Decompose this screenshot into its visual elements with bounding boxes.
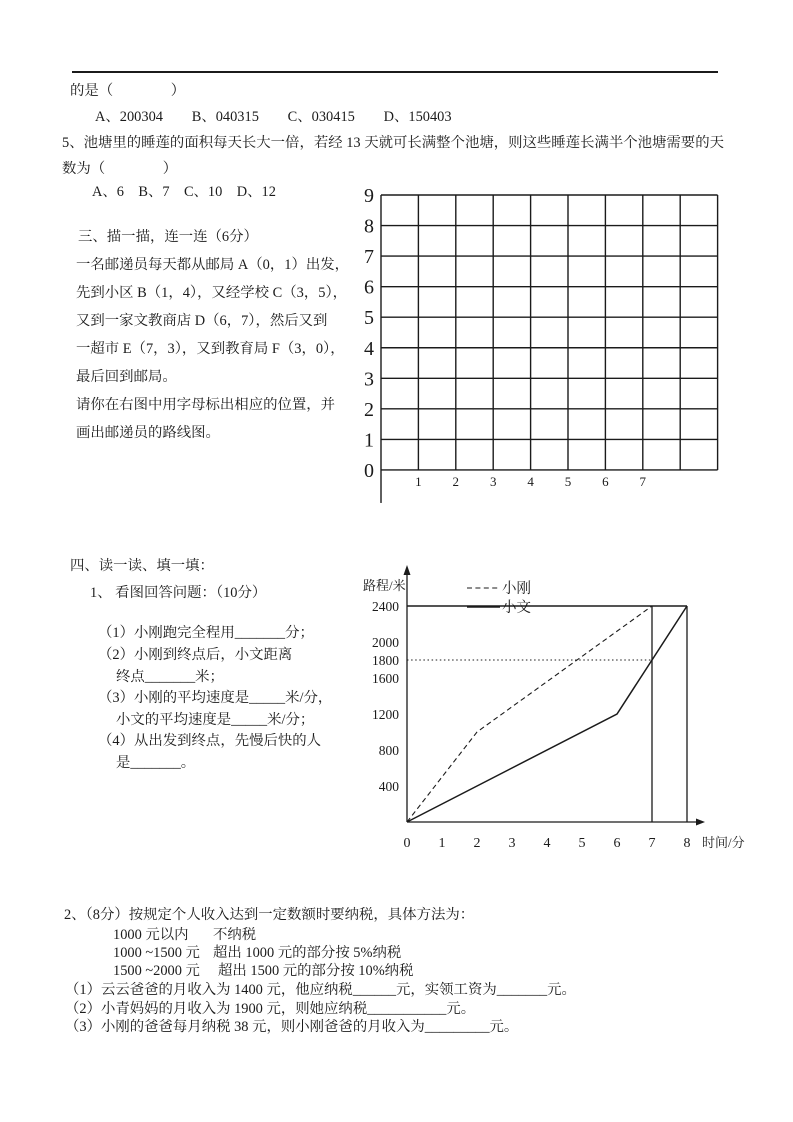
svg-text:2: 2 (452, 473, 460, 489)
section4-title: 四、读一读、填一填： (70, 558, 214, 574)
svg-text:800: 800 (378, 743, 399, 758)
svg-text:6: 6 (364, 276, 374, 299)
header-rule (72, 71, 718, 73)
q5-text-line1: 5、池塘里的睡莲的面积每天长大一倍，若经 13 天就可长满整个池塘，则这些睡莲长满半个池塘需要的天 (62, 135, 724, 151)
tax-rule-range: 1000 ~1500 元 (113, 945, 200, 961)
svg-text:2: 2 (364, 398, 374, 421)
svg-text:2: 2 (473, 836, 481, 851)
svg-text:1800: 1800 (372, 653, 399, 668)
svg-text:400: 400 (378, 779, 399, 794)
section4-question: （4）从出发到终点，先慢后快的人 (98, 733, 322, 749)
svg-text:6: 6 (602, 473, 609, 489)
section3-line: 又到一家文教商店 D（6，7），然后又到 (76, 313, 328, 329)
tax-rule-text: 超出 1000 元的部分按 5%纳税 (213, 945, 402, 961)
svg-text:4: 4 (527, 473, 534, 489)
svg-text:1200: 1200 (372, 707, 399, 722)
section4-question: （2）小刚到终点后，小文距离 (98, 647, 293, 663)
coordinate-grid (350, 185, 750, 520)
tax-question: （1）云云爸爸的月收入为 1400 元，他应纳税______元，实领工资为_______元。 (65, 982, 576, 998)
section4-question: （3）小刚的平均速度是_____米/分， (98, 690, 333, 706)
svg-text:5: 5 (578, 836, 586, 851)
section4-question: 终点_______米； (116, 669, 224, 685)
svg-text:1600: 1600 (372, 671, 399, 686)
section3-line: 最后回到邮局。 (76, 369, 177, 385)
section4-question: 是_______。 (116, 755, 196, 771)
tax-rule-range: 1000 元以内 (113, 927, 189, 943)
svg-text:小刚: 小刚 (502, 581, 531, 597)
svg-text:3: 3 (489, 473, 497, 489)
svg-text:8: 8 (364, 215, 374, 238)
section4-question: 小文的平均速度是_____米/分； (116, 712, 315, 728)
svg-text:0: 0 (403, 836, 411, 851)
q4-stem-continuation: 的是（ ） (70, 83, 186, 99)
svg-text:4: 4 (364, 337, 374, 360)
tax-question: （2）小青妈妈的月收入为 1900 元，则她应纳税___________元。 (65, 1001, 476, 1017)
section3-line: 先到小区 B（1，4），又经学校 C（3，5）， (76, 285, 348, 301)
svg-text:2400: 2400 (372, 599, 399, 614)
section3-line: 一超市 E（7，3），又到教育局 F（3，0）， (76, 341, 345, 357)
svg-text:3: 3 (364, 368, 374, 391)
svg-text:8: 8 (683, 836, 691, 851)
tax-rule-text: 不纳税 (213, 927, 257, 943)
svg-text:7: 7 (364, 246, 374, 269)
distance-time-chart (355, 560, 755, 870)
q5-text-line2: 数为（ ） (62, 161, 178, 177)
svg-text:1: 1 (438, 836, 446, 851)
q5-options: A、6 B、7 C、10 D、12 (92, 184, 276, 200)
svg-text:7: 7 (648, 836, 656, 851)
svg-text:小文: 小文 (502, 600, 531, 616)
section3-line: 一名邮递员每天都从邮局 A（0，1）出发， (76, 257, 350, 273)
tax-question: （3）小刚的爸爸每月纳税 38 元，则小刚爸爸的月收入为_________元。 (65, 1019, 519, 1035)
svg-text:2000: 2000 (372, 635, 399, 650)
tax-title: 2、（8分）按规定个人收入达到一定数额时要纳税，具体方法为： (64, 907, 475, 923)
svg-text:0: 0 (364, 459, 374, 482)
tax-rule-range: 1500 ~2000 元 (113, 963, 200, 979)
q4-options: A、200304 B、040315 C、030415 D、150403 (95, 109, 452, 125)
svg-text:7: 7 (639, 473, 647, 489)
svg-text:1: 1 (364, 429, 374, 452)
section3-line: 请你在右图中用字母标出相应的位置，并 (76, 397, 336, 413)
section3-line: 画出邮递员的路线图。 (76, 425, 220, 441)
svg-text:1: 1 (415, 473, 422, 489)
section4-subtitle: 1、 看图回答问题：（10分） (90, 585, 267, 601)
section4-question: （1）小刚跑完全程用_______分； (98, 625, 314, 641)
svg-text:路程/米: 路程/米 (363, 578, 406, 593)
svg-text:6: 6 (613, 836, 621, 851)
section3-title: 三、描一描，连一连（6分） (78, 229, 258, 245)
svg-text:5: 5 (564, 473, 572, 489)
svg-text:时间/分: 时间/分 (702, 835, 745, 850)
svg-text:9: 9 (364, 185, 374, 207)
svg-text:4: 4 (543, 836, 551, 851)
svg-text:3: 3 (508, 836, 516, 851)
tax-rule-text: 超出 1500 元的部分按 10%纳税 (218, 963, 414, 979)
svg-text:5: 5 (364, 307, 374, 330)
